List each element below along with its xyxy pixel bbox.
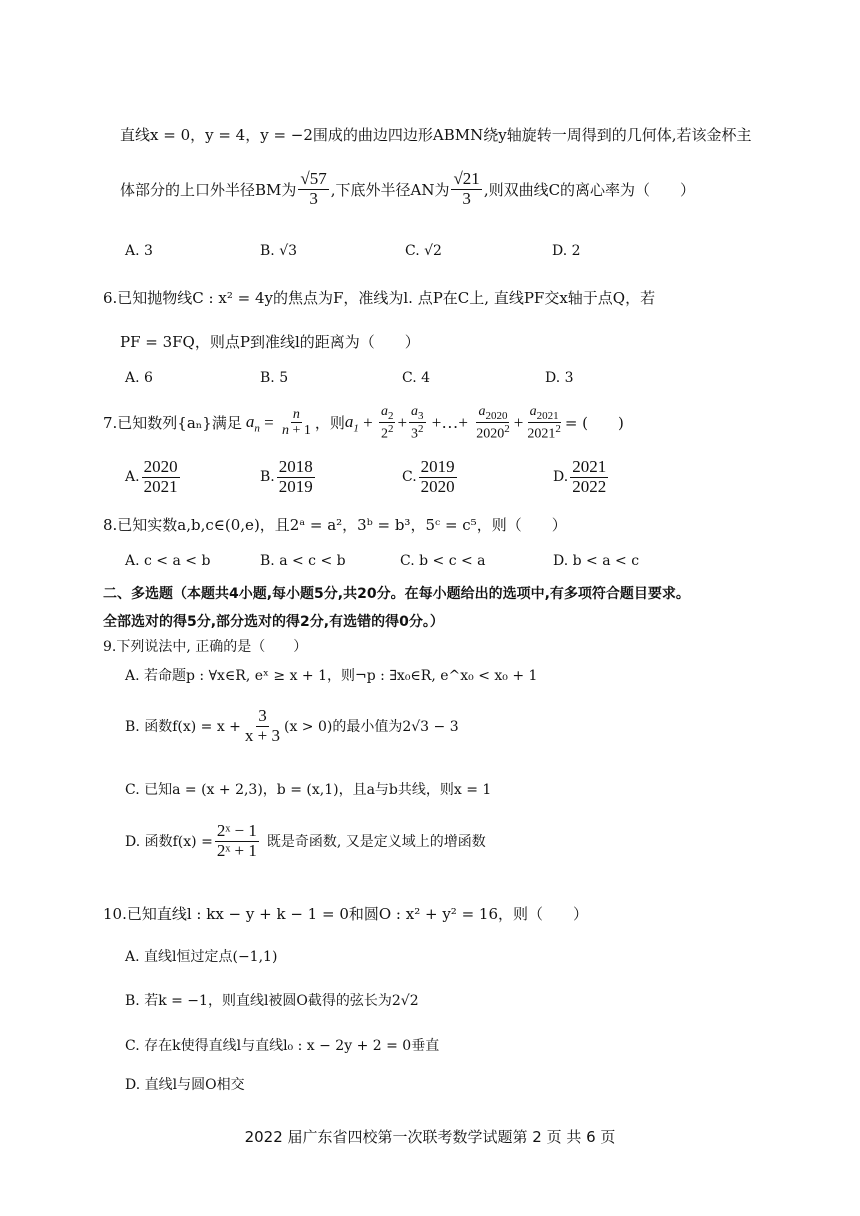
q5-line2-c: ,则双曲线C的离心率为（ ） — [483, 180, 696, 199]
q8-option-d: D. b < a < c — [553, 553, 640, 569]
q7-option-a: A. $\frac{2020}{2021}$ — [125, 457, 178, 496]
q10-option-b: B. 若k = −1，则直线l被圆O截得的弦长为2√2 — [125, 993, 419, 1009]
q8-option-c: C. b < c < a — [400, 553, 486, 569]
q8-stem: 8.已知实数a,b,c∈(0,e)，且2ᵃ = a²，3ᵇ = b³，5ᶜ = c⁵，则（ ） — [103, 516, 567, 534]
an-denominator: 3 — [462, 188, 471, 208]
q5-line1: 直线x = 0，y = 4，y = −2围成的曲边四边形ABMN绕y轴旋转一周得到的几何体,若该金杯主 — [120, 126, 752, 144]
q5-option-b: B. √3 — [260, 243, 298, 259]
q9-option-a: A. 若命题p : ∀x∈R, eˣ ≥ x + 1，则¬p : ∃x₀∈R, e^x₀ < x₀ + 1 — [125, 668, 538, 684]
q9-option-d: D. 函数f(x) = $\frac{\text{2ˣ − 1}}{\text{2ˣ + 1}}$ 既是奇函数, 又是定义域上的增函数 — [125, 821, 486, 860]
bm-fraction — [298, 170, 328, 208]
q10-stem: 10.已知直线l : kx − y + k − 1 = 0和圆O : x² + y² = 16，则（ ） — [103, 905, 589, 923]
q5-line2-b: ,下底外半径AN为 — [330, 180, 450, 199]
q7-stem: 7.已知数列{aₙ}满足 $a_n$ = $\frac{n}{n + 1}$ ，则 $a_1$ + $\frac{a_2}{2^2}$ + $\frac{a_3}{3^2}$ +…+ $\frac{a_{2020}}{2020^2}$ + $\frac{a_{2021}}{2021^2}$ = ( ) — [103, 404, 624, 442]
an-numerator: √21 — [453, 169, 480, 188]
an-formula: $\frac{n}{n + 1}$ — [281, 407, 311, 439]
q5-option-a: A. 3 — [125, 243, 153, 259]
bm-denominator: 3 — [309, 188, 318, 208]
q10-option-d: D. 直线l与圆O相交 — [125, 1077, 245, 1093]
q7-option-c: C. $\frac{2019}{2020}$ — [402, 457, 455, 496]
q9-option-b: B. 函数f(x) = x + $\frac{3}{x + 3}$ (x > 0)的最小值为2√3 − 3 — [125, 706, 459, 745]
q8-option-a: A. c < a < b — [125, 553, 211, 569]
q6-line2: PF = 3FQ，则点P到准线l的距离为（ ） — [120, 333, 420, 351]
q5-line2 — [120, 170, 695, 208]
q10-option-c: C. 存在k使得直线l与直线l₀ : x − 2y + 2 = 0垂直 — [125, 1038, 440, 1054]
q6-line1: 6.已知抛物线C : x² = 4y的焦点为F，准线为l. 点P在C上, 直线PF交x轴于点Q，若 — [103, 289, 656, 307]
q6-option-c: C. 4 — [402, 370, 431, 386]
q5-option-d: D. 2 — [552, 243, 581, 259]
q7-option-d: D. $\frac{2021}{2022}$ — [553, 457, 607, 496]
q7-stem-b: ，则 — [314, 414, 345, 433]
q5-line2-a: 体部分的上口外半径BM为 — [120, 180, 297, 199]
q8-option-b: B. a < c < b — [260, 553, 346, 569]
q7-stem-c: = ( ) — [564, 414, 624, 433]
q7-stem-a: 7.已知数列{aₙ}满足 — [103, 414, 242, 433]
an-fraction — [451, 170, 481, 208]
q6-option-d: D. 3 — [545, 370, 574, 386]
section2-heading-line1: 二、多选题（本题共4小题,每小题5分,共20分。在每小题给出的选项中,有多项符合题目要求。 — [103, 586, 690, 602]
q6-option-b: B. 5 — [260, 370, 289, 386]
q6-option-a: A. 6 — [125, 370, 153, 386]
section2-heading-line2: 全部选对的得5分,部分选对的得2分,有选错的得0分。） — [103, 614, 444, 630]
bm-numerator: √57 — [300, 169, 327, 188]
q9-option-c: C. 已知a = (x + 2,3)，b = (x,1)，且a与b共线，则x = 1 — [125, 782, 492, 798]
page-footer: 2022 届广东省四校第一次联考数学试题第 2 页 共 6 页 — [244, 1128, 616, 1146]
q10-option-a: A. 直线l恒过定点(−1,1) — [125, 949, 278, 965]
q9-stem: 9.下列说法中, 正确的是（ ） — [103, 639, 308, 655]
q5-option-c: C. √2 — [405, 243, 442, 259]
q7-option-b: B. $\frac{2018}{2019}$ — [260, 457, 313, 496]
